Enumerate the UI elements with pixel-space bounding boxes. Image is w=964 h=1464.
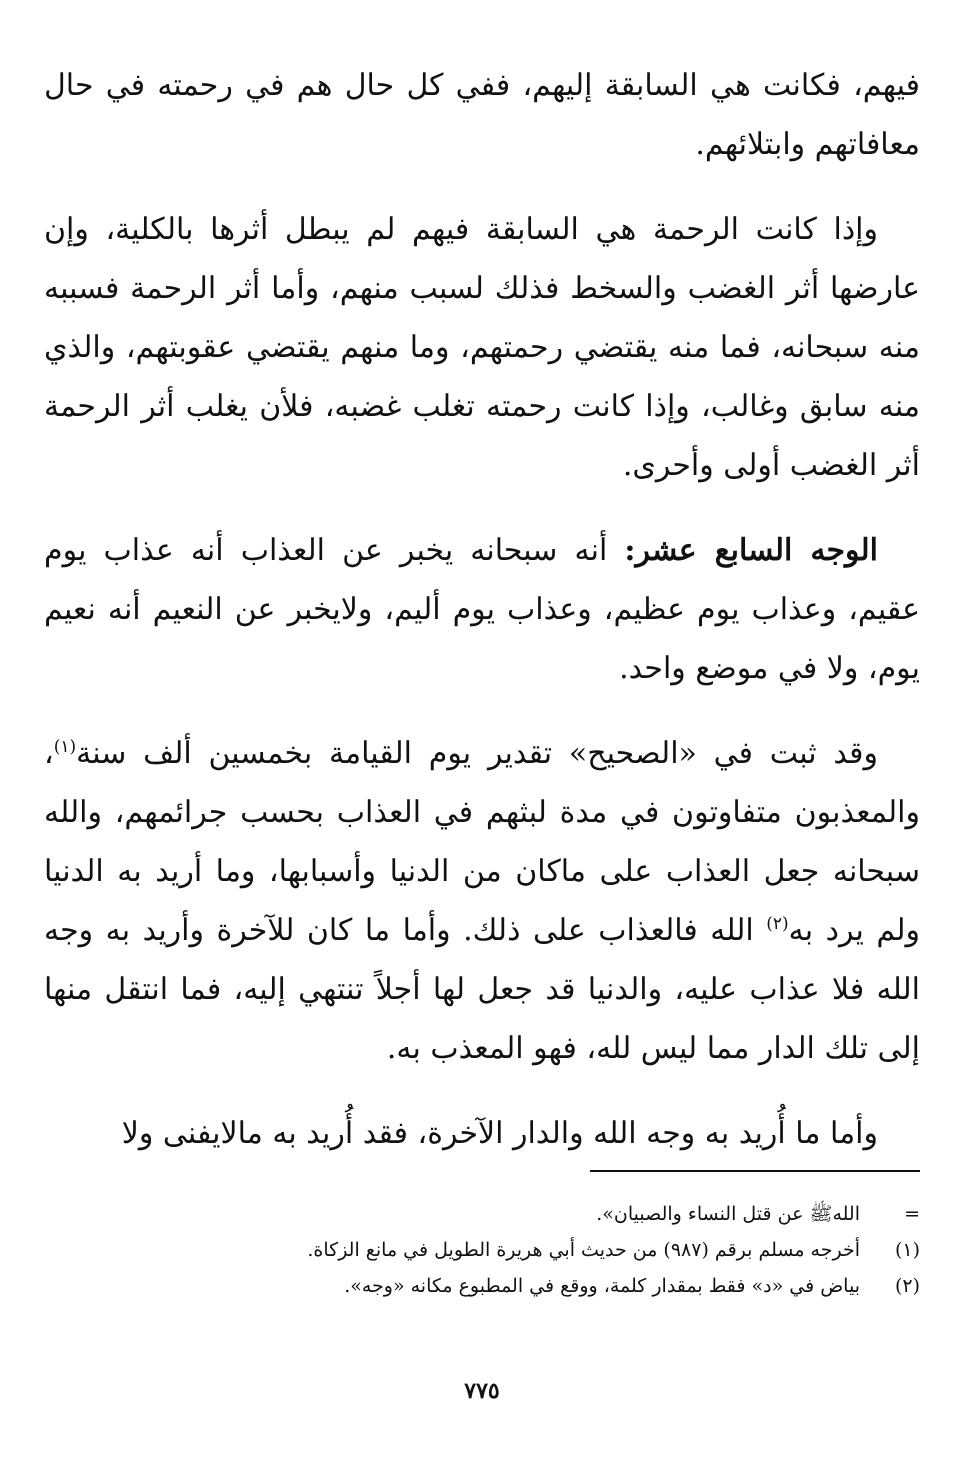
footnote-text: بياض في «د» فقط بمقدار كلمة، ووقع في المطبوع مكانه «وجه». [344,1275,860,1297]
paragraph-text: فيهم، فكانت هي السابقة إليهم، ففي كل حال هم في رحمته في حال معافاتهم وابتلائهم. [44,68,920,162]
footnote-number: (٢) [894,1275,920,1297]
footnote-item [44,1196,920,1232]
footnote-ref-1[interactable]: (١) [53,737,77,757]
paragraph-text: وقد ثبت في «الصحيح» تقدير يوم القيامة بخمسين ألف سنة [76,736,878,771]
paragraph-1 [44,56,920,174]
section-heading: الوجه السابع عشر: [624,533,878,568]
footnotes [44,1196,920,1304]
paragraph-2 [44,200,920,495]
footnote-divider [590,1170,920,1172]
page-number: ٧٧٥ [464,1378,500,1404]
paragraph-text: وإذا كانت الرحمة هي السابقة فيهم لم يبطل أثرها بالكلية، وإن عارضها أثر الغضب والسخط فذلك لسبب منهم، وأما أثر الرحمة فسببه منه سبحانه، فما منه يقتضي رحمتهم، وما منهم يقتضي عقوبتهم، والذي منه سابق وغالب، وإذا كانت رحمته تغلب غضبه، فلأن يغلب أثر الرحمة أثر الغضب أولى وأحرى. [44,212,920,483]
paragraph-3 [44,521,920,698]
main-text [44,56,920,1163]
paragraph-text: ، والمعذبون متفاوتون في مدة لبثهم في العذاب بحسب جرائمهم، والله سبحانه جعل العذاب على ماكان من الدنيا وأسبابها، وما أريد به الدنيا ولم يرد به [44,736,920,948]
footnote-number: (١) [894,1239,920,1261]
paragraph-4 [44,724,920,1078]
footnote-text: اللهﷺ عن قتل النساء والصبيان». [596,1203,860,1225]
footnote-item [44,1232,920,1268]
footnote-number: = [904,1203,920,1225]
footnote-ref-2[interactable]: (٢) [766,914,789,934]
paragraph-5 [44,1104,920,1163]
footnote-text: أخرجه مسلم برقم (٩٨٧) من حديث أبي هريرة الطويل في مانع الزكاة. [307,1239,860,1261]
paragraph-text: أنه سبحانه يخبر عن العذاب أنه عذاب يوم عقيم، وعذاب يوم عظيم، وعذاب يوم أليم، ولايخبر عن النعيم أنه نعيم يوم، ولا في موضع واحد. [44,533,920,686]
paragraph-text: وأما ما أُريد به وجه الله والدار الآخرة، فقد أُريد به مالايفنى ولا [121,1116,878,1151]
footnote-item [44,1268,920,1304]
paragraph-text: الله فالعذاب على ذلك. وأما ما كان للآخرة وأريد به وجه الله فلا عذاب عليه، والدنيا قد جعل لها أجلاً تنتهي إليه، فما انتقل منها إلى تلك الدار مما ليس لله، فهو المعذب به. [44,913,920,1066]
